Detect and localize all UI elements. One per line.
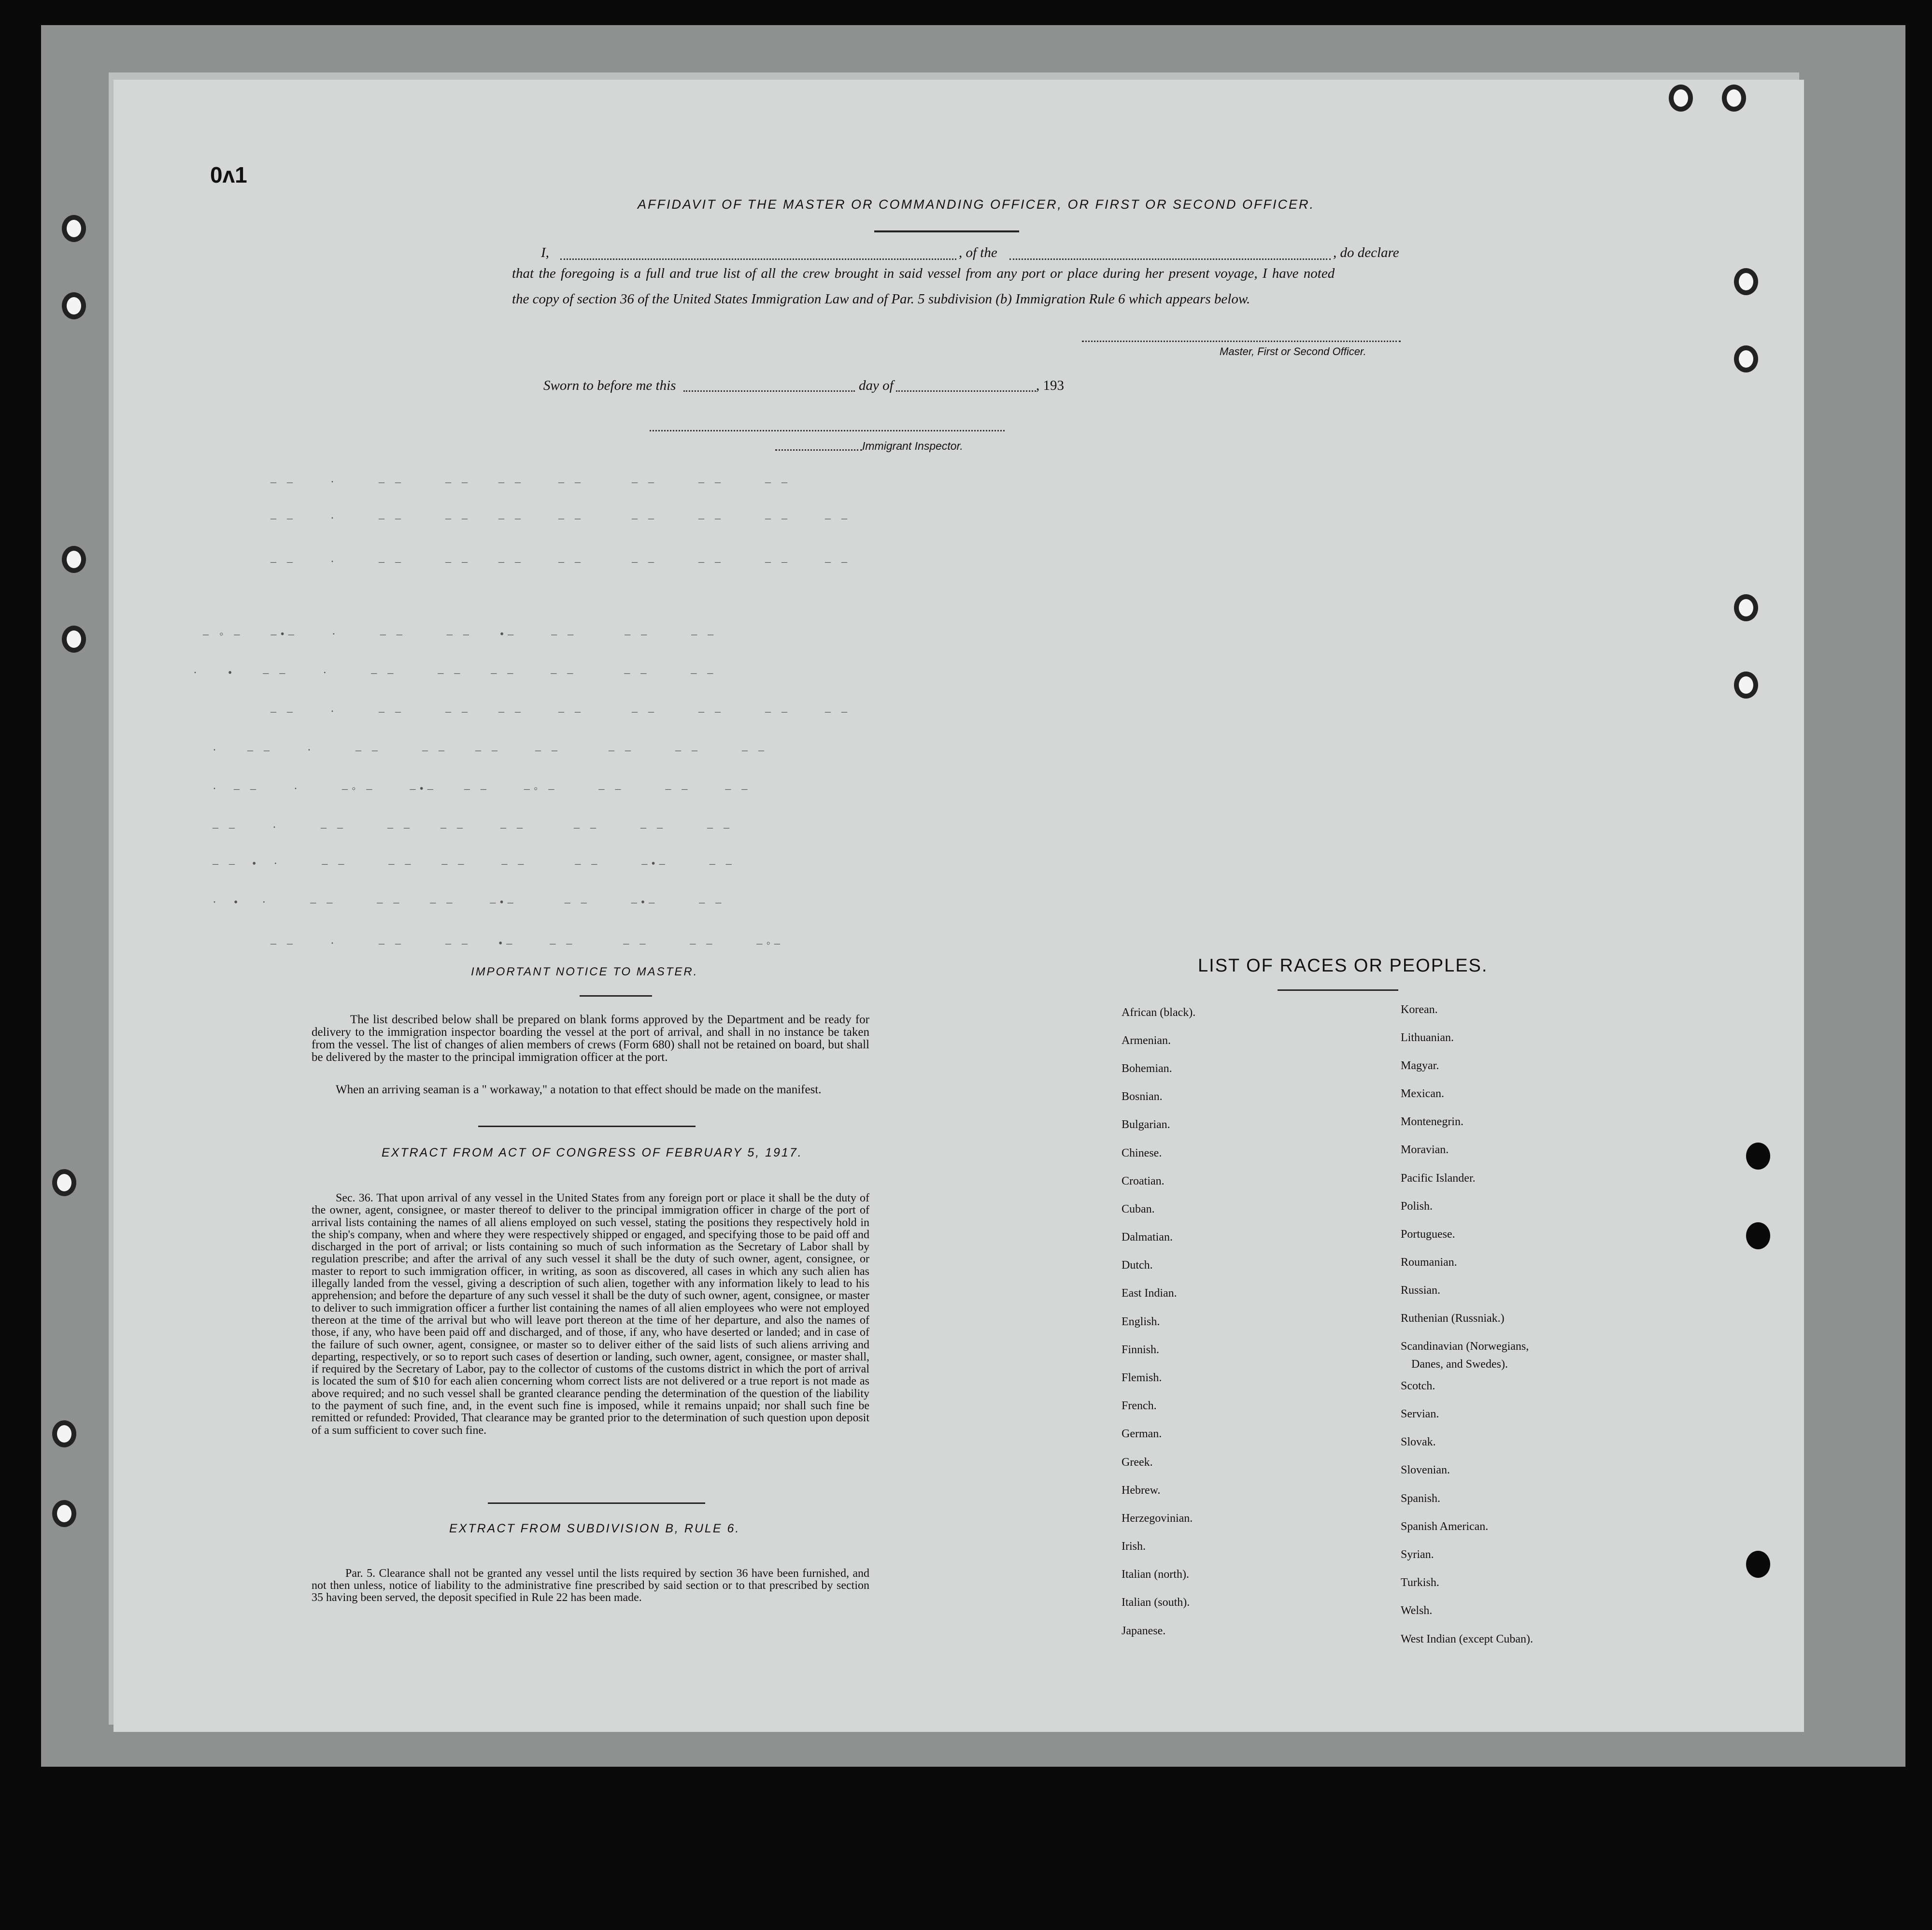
extract-act-title: EXTRACT FROM ACT OF CONGRESS OF FEBRUARY 5, 1917. bbox=[382, 1146, 803, 1159]
punch-hole bbox=[52, 1169, 76, 1196]
race-item: Portuguese. bbox=[1401, 1228, 1455, 1241]
extract-rule-text: Par. 5. Clearance shall not be granted any vessel until the lists required by section 36 have been furnished, and not then unless, notice of liability to the administrative fine prescribed by said section or to that prescribed by section 35 having been served, the deposit specified in Rule 22 has been made. bbox=[312, 1567, 869, 1604]
bleed-through-marks: · – – · – – – – – – – – – – – – – – bbox=[213, 744, 768, 757]
bleed-through-marks: – – · – – – – •– – – – – – – –◦– bbox=[270, 937, 784, 950]
punch-hole bbox=[62, 546, 86, 573]
race-item: Korean. bbox=[1401, 1003, 1438, 1016]
race-item: Scotch. bbox=[1401, 1380, 1435, 1392]
affidavit-line-3: the copy of section 36 of the United States Immigration Law and of Par. 5 subdivision (b) Immigration Rule 6 which appears below. bbox=[512, 291, 1250, 307]
race-item: Japanese. bbox=[1122, 1625, 1166, 1637]
race-item: Servian. bbox=[1401, 1408, 1439, 1420]
bleed-through-marks: – – • · – – – – – – – – – – –•– – – bbox=[213, 858, 736, 870]
race-item: Croatian. bbox=[1122, 1175, 1165, 1187]
sworn-month-field[interactable] bbox=[896, 390, 1036, 392]
race-item: Mexican. bbox=[1401, 1087, 1444, 1100]
punch-hole bbox=[1746, 1143, 1770, 1170]
notice-paragraph-1: The list described below shall be prepared on blank forms approved by the Department and be ready for delivery to the immigration inspector boarding the vessel at the port of arrival, and shall in no instance be taken from the vessel. The list of changes of alien members of crews (Form 680) shall not be retained on board, but shall be delivered by the master to the principal immigration officer at the port. bbox=[312, 1013, 869, 1064]
race-item: Slovenian. bbox=[1401, 1464, 1450, 1476]
bleed-through-marks: · • · – – – – – – –•– – – –•– – – bbox=[213, 896, 725, 909]
notice-underline bbox=[580, 995, 652, 997]
race-item: West Indian (except Cuban). bbox=[1401, 1633, 1533, 1645]
race-item: Dalmatian. bbox=[1122, 1231, 1173, 1244]
extract-rule-title: EXTRACT FROM SUBDIVISION B, RULE 6. bbox=[449, 1522, 740, 1535]
notice-title: IMPORTANT NOTICE TO MASTER. bbox=[471, 965, 698, 978]
extract-act-text: Sec. 36. That upon arrival of any vessel in the United States from any foreign port or place it shall be the duty of the owner, agent, consignee, or master thereof to deliver to the principal immigration officer in charge of the port of arrival lists containing the names of all aliens employed on such vessel, stating the positions they respectively hold in the ship's company, when and where they were respectively shipped or engaged, and specifying those to be paid off and discharged in the port of arrival; or lists containing so much of such information as the Secretary of Labor shall by regulation prescribe; and after the arrival of any such vessel it shall be the duty of such owner, agent, consignee, or master to report to such immigration officer, in writing, as soon as discovered, all cases in which any such alien has illegally landed from the vessel, giving a description of such alien, together with any information likely to lead to his apprehension; and before the departure of any such vessel it shall be the duty of such owner, agent, consignee, or master to deliver to such immigration officer a further list containing the names of all alien employees who were not employed thereon at the time of the arrival but who will leave port thereon at the time of her departure, and also the names of those, if any, who have been paid off and discharged, and of those, if any, who have deserted or landed; and in case of the failure of such owner, agent, consignee, or master so to deliver either of the said lists of such aliens arriving and departing, respectively, or so to report such cases of desertion or landing, such owner, agent, consignee, or master shall, if required by the Secretary of Labor, pay to the collector of customs of the customs district in which the port of arrival is located the sum of $10 for each alien concerning whom correct lists are not delivered or a true report is not made as above required; and no such vessel shall be granted clearance pending the determination of the question of the liability to the payment of such fine, and, in the event such fine is imposed, while it remains unpaid; nor shall such fine be remitted or refunded: Provided, That clearance may be granted prior to the determination of such question upon deposit of a sum sufficient to cover such fine. bbox=[312, 1192, 869, 1437]
race-item: Dutch. bbox=[1122, 1259, 1153, 1272]
bleed-through-marks: – – · – – – – – – – – – – – – – – – – bbox=[270, 705, 851, 718]
races-title: LIST OF RACES OR PEOPLES. bbox=[1198, 956, 1488, 976]
race-item: Armenian. bbox=[1122, 1034, 1171, 1047]
race-item: Italian (south). bbox=[1122, 1596, 1190, 1609]
race-item: Lithuanian. bbox=[1401, 1031, 1454, 1044]
punch-hole bbox=[62, 215, 86, 242]
race-item: Flemish. bbox=[1122, 1372, 1162, 1384]
race-item: Chinese. bbox=[1122, 1147, 1162, 1159]
officer-signature-field[interactable] bbox=[1082, 341, 1401, 342]
bleed-through-marks: – – · – – – – – – – – – – – – – – – – bbox=[270, 556, 851, 568]
race-item: East Indian. bbox=[1122, 1287, 1177, 1300]
sworn-label: Sworn to before me this bbox=[543, 378, 676, 393]
punch-hole bbox=[1746, 1222, 1770, 1249]
punch-hole bbox=[62, 292, 86, 319]
race-item: Roumanian. bbox=[1401, 1256, 1457, 1269]
affidavit-line-2: that the foregoing is a full and true list of all the crew brought in said vessel from any port or place during her present voyage, I have noted bbox=[512, 266, 1335, 281]
day-of-label: day of bbox=[859, 378, 894, 393]
title-underline bbox=[874, 230, 1019, 232]
punch-hole bbox=[52, 1420, 76, 1447]
race-item: Polish. bbox=[1401, 1200, 1433, 1213]
signature-label: Master, First or Second Officer. bbox=[1220, 345, 1366, 357]
punch-hole bbox=[1734, 672, 1758, 699]
vessel-name-field[interactable] bbox=[1009, 258, 1331, 260]
inspector-signature-field[interactable] bbox=[650, 430, 1005, 431]
race-item: African (black). bbox=[1122, 1006, 1196, 1019]
races-underline bbox=[1278, 989, 1398, 991]
inspector-dotted-lead bbox=[775, 449, 862, 451]
race-item: French. bbox=[1122, 1400, 1157, 1412]
declarant-name-field[interactable] bbox=[560, 258, 956, 260]
affidavit-title: AFFIDAVIT OF THE MASTER OR COMMANDING OFFICER, OR FIRST OR SECOND OFFICER. bbox=[638, 197, 1315, 212]
punch-hole bbox=[1746, 1551, 1770, 1578]
section-divider bbox=[478, 1126, 696, 1127]
bleed-through-marks: · • – – · – – – – – – – – – – – – bbox=[193, 667, 717, 679]
punch-hole bbox=[1722, 85, 1746, 112]
race-item: Moravian. bbox=[1401, 1144, 1449, 1156]
race-item: Cuban. bbox=[1122, 1203, 1155, 1215]
punch-hole bbox=[1734, 345, 1758, 372]
race-item: Russian. bbox=[1401, 1284, 1441, 1297]
race-item: Herzegovinian. bbox=[1122, 1512, 1193, 1525]
bleed-through-marks: · – – · –◦ – –•– – – –◦ – – – – – – – bbox=[213, 783, 752, 795]
race-item: German. bbox=[1122, 1428, 1162, 1440]
race-item: Irish. bbox=[1122, 1540, 1146, 1553]
punch-hole bbox=[1669, 85, 1693, 112]
race-item: Greek. bbox=[1122, 1456, 1153, 1469]
sworn-date-field[interactable] bbox=[683, 390, 855, 392]
declarant-label: I, bbox=[541, 245, 549, 260]
race-item-continuation: Danes, and Swedes). bbox=[1411, 1358, 1508, 1371]
race-item: Bohemian. bbox=[1122, 1062, 1172, 1075]
declare-label: , do declare bbox=[1333, 245, 1399, 260]
race-item: Spanish. bbox=[1401, 1492, 1441, 1505]
race-item: Hebrew. bbox=[1122, 1484, 1161, 1497]
section-divider bbox=[488, 1502, 705, 1504]
race-item: Slovak. bbox=[1401, 1436, 1436, 1448]
race-item: Welsh. bbox=[1401, 1604, 1433, 1617]
race-item: Syrian. bbox=[1401, 1548, 1434, 1561]
race-item: Pacific Islander. bbox=[1401, 1172, 1476, 1185]
bleed-through-marks: – – · – – – – – – – – – – – – – – bbox=[270, 476, 791, 488]
race-item: Magyar. bbox=[1401, 1059, 1439, 1072]
race-item: Bosnian. bbox=[1122, 1090, 1163, 1103]
vessel-label: , of the bbox=[959, 245, 997, 260]
race-item: Ruthenian (Russniak.) bbox=[1401, 1312, 1505, 1325]
margin-note: 0ʌ1 bbox=[210, 162, 247, 187]
bleed-through-marks: – – · – – – – – – – – – – – – – – bbox=[213, 821, 733, 834]
race-item: Italian (north). bbox=[1122, 1568, 1189, 1581]
race-item: Spanish American. bbox=[1401, 1520, 1489, 1533]
punch-hole bbox=[1734, 594, 1758, 621]
race-item: Finnish. bbox=[1122, 1344, 1160, 1356]
race-item: English. bbox=[1122, 1315, 1160, 1328]
bleed-through-marks: – – · – – – – – – – – – – – – – – – – bbox=[270, 512, 851, 525]
race-item: Scandinavian (Norwegians, bbox=[1401, 1340, 1529, 1353]
sworn-year-label: , 193 bbox=[1036, 378, 1064, 393]
punch-hole bbox=[52, 1500, 76, 1527]
inspector-label: Immigrant Inspector. bbox=[862, 440, 963, 452]
punch-hole bbox=[1734, 268, 1758, 295]
punch-hole bbox=[62, 626, 86, 653]
notice-paragraph-2: When an arriving seaman is a " workaway," a notation to that effect should be made on the manifest. bbox=[336, 1083, 822, 1096]
bleed-through-marks: – ◦ – –•– · – – – – •– – – – – – – bbox=[203, 628, 718, 641]
race-item: Montenegrin. bbox=[1401, 1115, 1463, 1128]
race-item: Turkish. bbox=[1401, 1576, 1439, 1589]
race-item: Bulgarian. bbox=[1122, 1118, 1170, 1131]
